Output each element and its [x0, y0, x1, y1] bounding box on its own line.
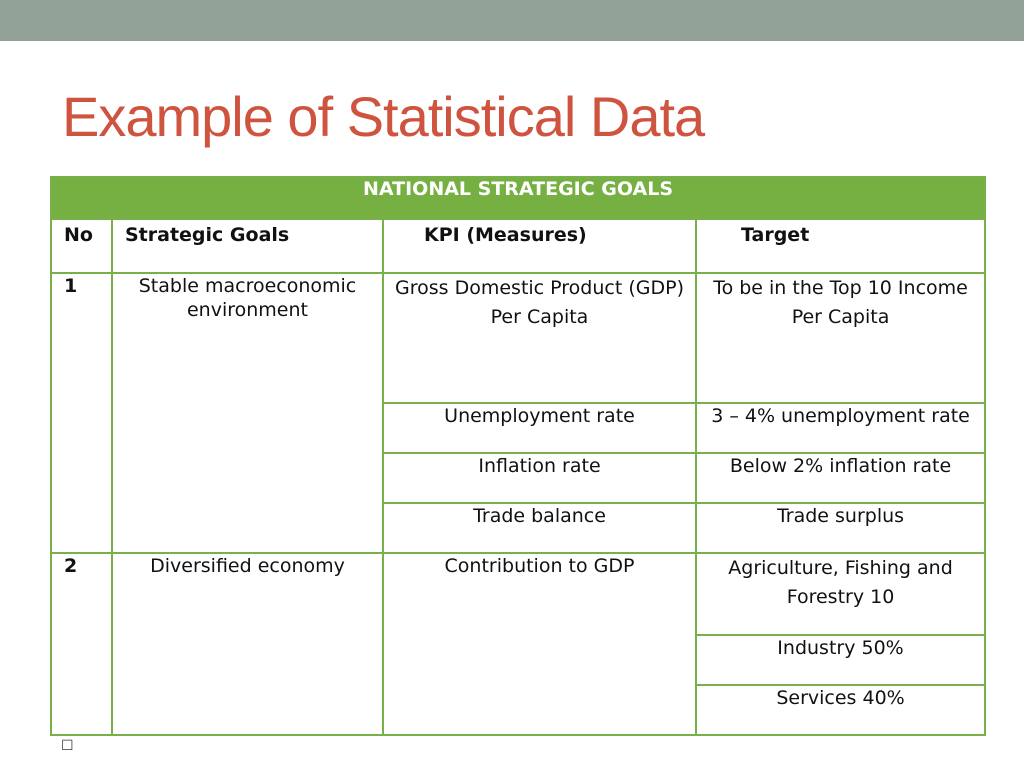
- target-cell: Agriculture, Fishing and Forestry 10: [696, 553, 985, 635]
- kpi-cell: Inflation rate: [383, 453, 696, 503]
- kpi-cell: Unemployment rate: [383, 403, 696, 453]
- table-header-row: [51, 219, 985, 273]
- target-cell: Trade surplus: [696, 503, 985, 553]
- kpi-cell: Contribution to GDP: [383, 553, 696, 735]
- national-strategic-goals-table: [50, 176, 986, 736]
- strategic-goal-cell: Stable macroeconomic environment: [112, 273, 383, 553]
- header-target: Target: [696, 219, 985, 273]
- header-strategic-goals: Strategic Goals: [112, 219, 383, 273]
- target-cell: 3 – 4% unemployment rate: [696, 403, 985, 453]
- slide-title: Example of Statistical Data: [62, 85, 705, 148]
- goal-number: 2: [51, 553, 112, 735]
- table-row: [51, 553, 985, 635]
- top-accent-bar: [0, 0, 1024, 41]
- strategic-goal-cell: Diversified economy: [112, 553, 383, 735]
- target-cell: Industry 50%: [696, 635, 985, 685]
- kpi-cell: Gross Domestic Product (GDP) Per Capita: [383, 273, 696, 403]
- header-no: No: [51, 219, 112, 273]
- kpi-cell: Trade balance: [383, 503, 696, 553]
- footer-placeholder-icon: ☐: [61, 738, 74, 754]
- table-banner: NATIONAL STRATEGIC GOALS: [51, 177, 985, 219]
- header-kpi: KPI (Measures): [383, 219, 696, 273]
- target-cell: To be in the Top 10 Income Per Capita: [696, 273, 985, 403]
- goal-number: 1: [51, 273, 112, 553]
- table-row: [51, 273, 985, 403]
- target-cell: Services 40%: [696, 685, 985, 735]
- target-cell: Below 2% inflation rate: [696, 453, 985, 503]
